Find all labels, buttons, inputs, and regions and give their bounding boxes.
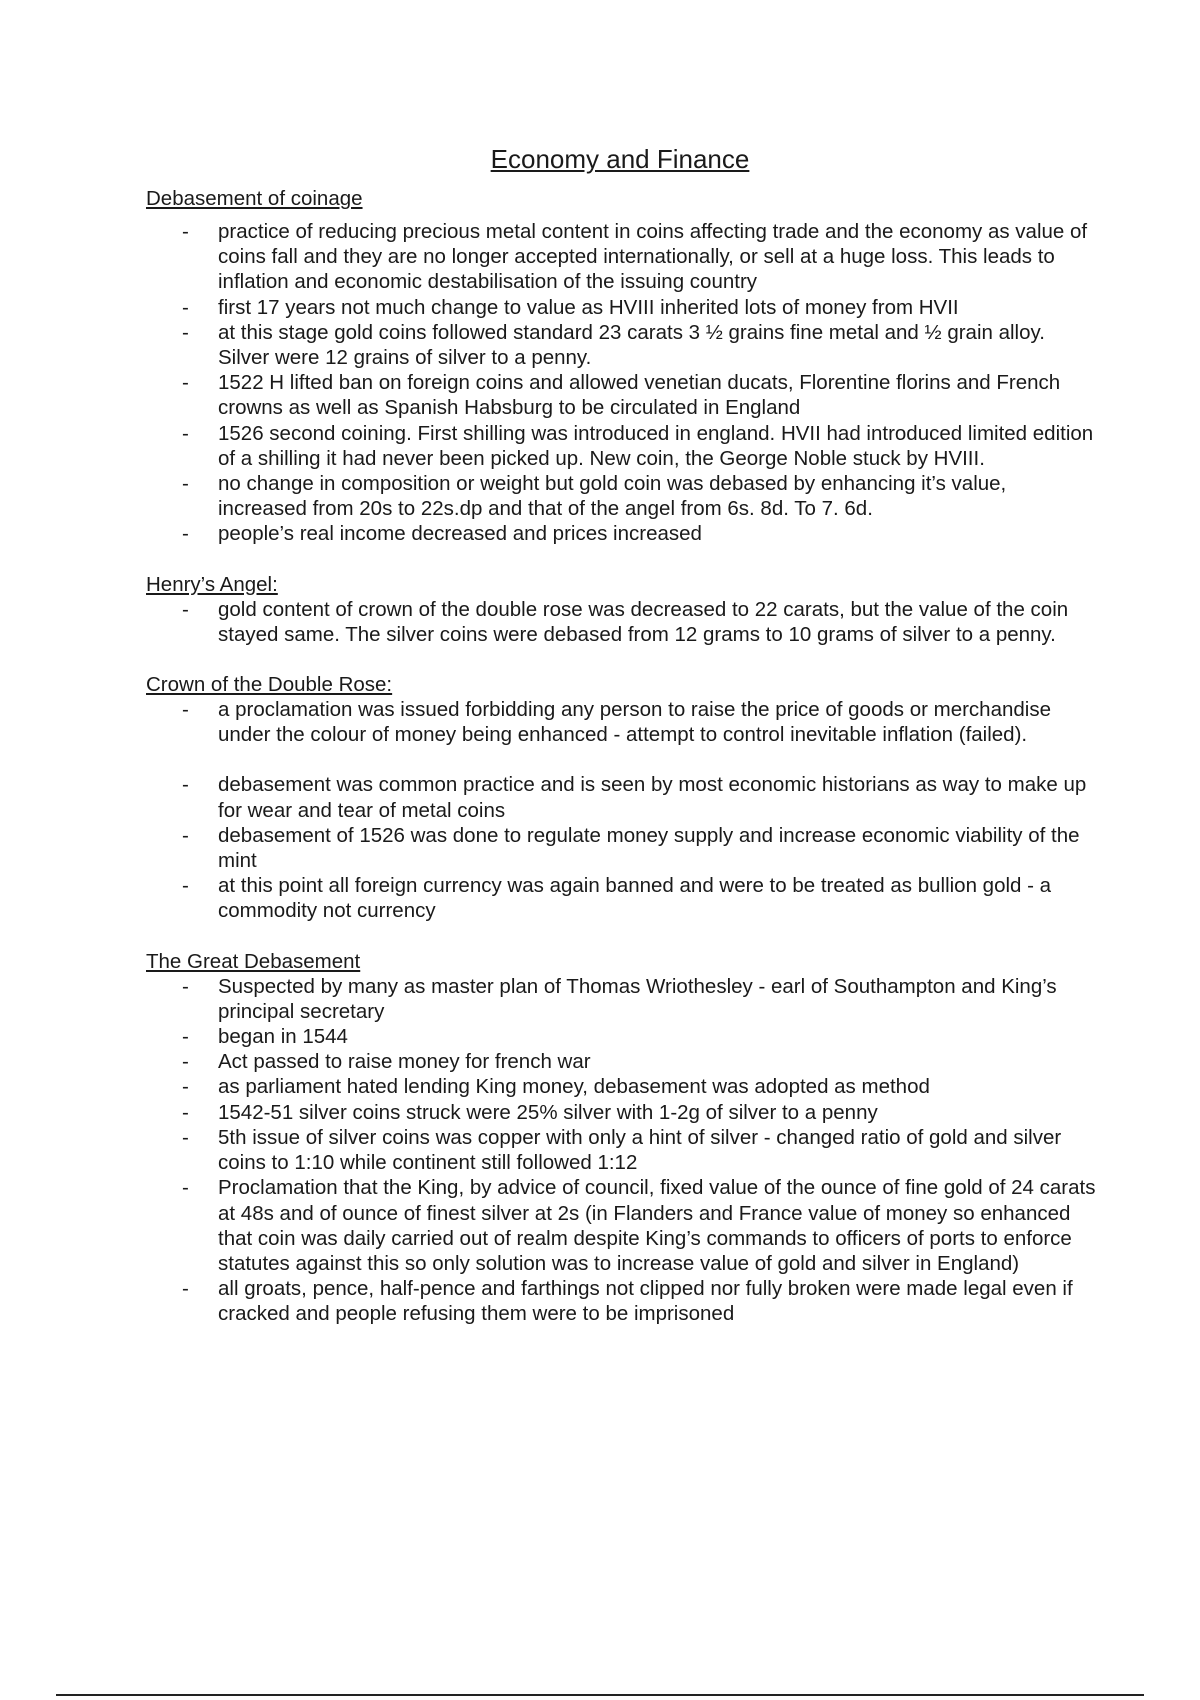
section-heading-debasement-of-coinage: Debasement of coinage (146, 187, 363, 210)
list-item: - at this point all foreign currency was again banned and were to be treated as bullion gold - a commodity not currency (182, 874, 1052, 923)
list-item: - 5th issue of silver coins was copper with only a hint of silver - changed ratio of gold and silver coins to 1:10 while continent still followed 1:12 (182, 1125, 1062, 1175)
list-item: - practice of reducing precious metal content in coins affecting trade and the economy as value of coins fall and they are no longer accepted internationally, or sell at a huge loss. This leads to inflation and economic destabilisation of the issuing country (182, 220, 1088, 294)
list-item: - Suspected by many as master plan of Thomas Wriothesley - earl of Southampton and King’s principal secretary (182, 974, 1057, 1023)
document-body (146, 186, 1096, 1327)
list-item: - at this stage gold coins followed standard 23 carats 3 ½ grains fine metal and ½ grain alloy. Silver were 12 grains of silver to a penny. (182, 320, 1045, 370)
bullet-list-debasement-of-coinage (146, 219, 1096, 547)
section-heading-henrys-angel: Henry’s Angel: (146, 572, 278, 596)
bullet-list-the-great-debasement (146, 974, 1096, 1327)
list-item: - no change in composition or weight but gold coin was debased by enhancing it’s value, increased from 20s to 22s.dp and that of the angel from 6s. 8d. To 7. 6d. (182, 472, 1007, 521)
list-item: - Act passed to raise money for french war (182, 1050, 591, 1074)
list-item: - Proclamation that the King, by advice of council, fixed value of the ounce of fine gold of 24 carats at 48s and of ounce of finest silver at 2s (in Flanders and France value of money so enhanced that coin was daily carried out of realm despite King’s commands to officers of ports to enforce statutes against this so only solution was to increase value of gold and silver in England) (182, 1176, 1096, 1275)
list-item: - 1526 second coining. First shilling was introduced in england. HVII had introduced limited edition of a shilling it had never been picked up. New coin, the George Noble stuck by HVIII. (182, 421, 1094, 470)
list-item: - people’s real income decreased and prices increased (182, 522, 702, 546)
list-item: - 1542-51 silver coins struck were 25% silver with 1-2g of silver to a penny (182, 1100, 878, 1124)
list-item: - debasement was common practice and is seen by most economic historians as way to make up for wear and tear of metal coins (182, 773, 1087, 822)
section-heading-crown-of-the-double-rose: Crown of the Double Rose: (146, 673, 393, 697)
bullet-list-crown-of-the-double-rose (146, 697, 1096, 747)
document-title: Economy and Finance (490, 144, 750, 174)
list-item: - as parliament hated lending King money, debasement was adopted as method (182, 1075, 930, 1099)
bullet-list-henrys-angel (146, 597, 1096, 647)
list-item: - debasement of 1526 was done to regulate money supply and increase economic viability of the mint (182, 823, 1080, 873)
list-item: - began in 1544 (182, 1025, 348, 1049)
section-heading-the-great-debasement: The Great Debasement (146, 949, 361, 973)
bullet-list-crown-of-the-double-rose-continued (146, 772, 1096, 923)
list-item: - first 17 years not much change to value as HVIII inherited lots of money from HVII (182, 295, 959, 319)
list-item: - all groats, pence, half-pence and farthings not clipped nor fully broken were made legal even if cracked and people refusing them were to be imprisoned (182, 1277, 1073, 1326)
list-item: - gold content of crown of the double rose was decreased to 22 carats, but the value of the coin stayed same. The silver coins were debased from 12 grams to 10 grams of silver to a penny. (182, 597, 1069, 646)
list-item: - a proclamation was issued forbidding any person to raise the price of goods or merchandise under the colour of money being enhanced - attempt to control inevitable inflation (failed). (182, 698, 1051, 747)
page-bottom-divider (56, 1694, 1144, 1696)
list-item: - 1522 H lifted ban on foreign coins and allowed venetian ducats, Florentine florins and French crowns as well as Spanish Habsburg to be circulated in England (182, 371, 1061, 420)
